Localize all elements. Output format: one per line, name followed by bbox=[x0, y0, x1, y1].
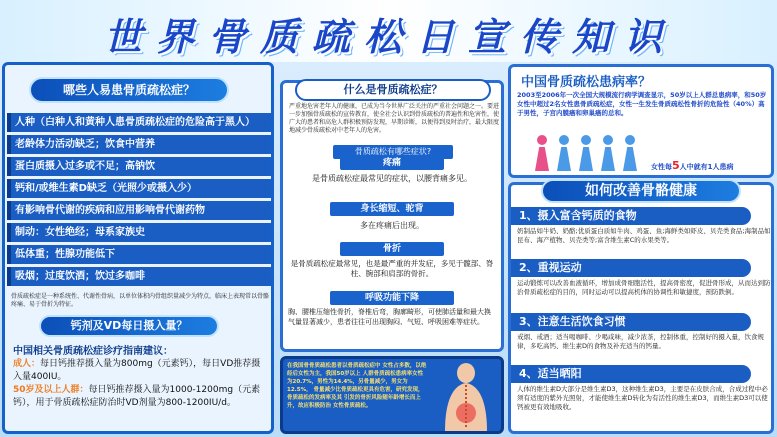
tip-desc: 奶制品如牛奶、奶酪;优质蛋白质如牛肉、鸡蛋、鱼;海鲜类如虾皮、贝壳类食品;海制品如昆布、海产植物、贝壳类等;富含维生素C的水果类等。 bbox=[517, 227, 771, 244]
prevalence-text: 2003至2006年一次全国大规模流行病学调查显示，50岁以上人群总患病率，和50岁女性中超过2名女性患骨质疏松症，女性一生发生骨质疏松性骨折的危险性（40%）高于男性，子宫内膜癌和卵巢癌的总和。 bbox=[517, 91, 767, 117]
left-header: 哪些人易患骨质疏松症？ bbox=[29, 77, 229, 103]
tip-title: 1、摄入富含钙质的食物 bbox=[511, 207, 751, 225]
risk-item: 老龄体力活动缺乏；饮食中营养 bbox=[7, 135, 271, 154]
female-figure-icon bbox=[535, 135, 549, 171]
female-figure-icon bbox=[601, 135, 615, 171]
elder-label: 50岁及以上人群： bbox=[13, 385, 89, 395]
adult-advice bbox=[13, 358, 269, 384]
risk-item: 低体重；性腺功能低下 bbox=[7, 245, 271, 264]
right-top-panel bbox=[508, 64, 774, 178]
right-header: 中国骨质疏松患病率？ bbox=[521, 75, 652, 90]
women-figures bbox=[535, 135, 645, 173]
women-stat-suffix: 人中就有1人患病 bbox=[679, 163, 734, 171]
risk-item: 有影响骨代谢的疾病和应用影响骨代谢药物 bbox=[7, 201, 271, 220]
tip-desc: 人体的维生素D大部分是维生素D3，这种维生素D3，主要是在皮肤合成，合成过程中必须有适度的紫外光照射，才能使维生素D转化为有活性的维生素D3，而维生素D3可以使钙被更有效地吸收。 bbox=[517, 385, 768, 411]
female-figure-icon bbox=[579, 135, 593, 171]
elder-text: 每日钙推荐摄入量为1000-1200mg（元素钙），用于骨质疏松症防治时VD剂量为800-1200IU/d。 bbox=[13, 385, 261, 408]
symptom-title: 呼吸功能下降 bbox=[330, 291, 454, 305]
symptom-desc: 多在疼痛后出现。 bbox=[360, 221, 424, 230]
women-stat-prefix: 女性每 bbox=[651, 163, 672, 171]
adult-label: 成人： bbox=[13, 359, 41, 369]
symptom-title: 骨折 bbox=[340, 242, 444, 256]
symptom-desc: 是骨质疏松症最常见，也是最严重的并发症，多见于髋部、脊柱、腕部和肩部的骨折。 bbox=[290, 259, 494, 278]
improve-header: 如何改善骨骼健康 bbox=[541, 179, 741, 203]
tip-title: 4、适当晒阳 bbox=[511, 365, 751, 383]
middle-intro: 严重地危害老年人的健康，已成为当今世界广泛关注的严重社会问题之一。要进一步加强骨质疏松的宣传教育，使全社会认识到骨质疏松的普遍性和危害性，使广大的患者和高危人群积极预防发现，早期诊断，以便得到及时治疗，最大限度地减少骨质疏松对中老年人的危害。 bbox=[289, 103, 500, 134]
risk-item: 钙和/或维生素D缺乏（光照少或摄入少） bbox=[7, 179, 271, 198]
women-stat-num: 5 bbox=[672, 159, 680, 172]
symptom-list bbox=[280, 80, 504, 352]
adult-text: 每日钙推荐摄入量为800mg（元素钙），每日VD推荐摄入量400IU。 bbox=[13, 359, 261, 382]
symptom-sub-header: 骨质疏松有哪些症状? bbox=[333, 145, 453, 159]
tip-title: 3、注意生活饮食习惯 bbox=[511, 313, 751, 331]
middle-bottom-panel bbox=[280, 356, 504, 434]
guide-block bbox=[13, 345, 269, 410]
symptom-title: 疼痛 bbox=[340, 156, 444, 170]
vd-header: 钙剂及VD每日摄入量？ bbox=[39, 315, 219, 337]
right-bottom-panel bbox=[508, 182, 774, 434]
risk-item: 制动：女性绝经；母系家族史 bbox=[7, 223, 271, 242]
left-panel bbox=[2, 62, 274, 434]
symptom-title: 身长缩短、驼背 bbox=[330, 202, 454, 216]
tip-title: 2、重视运动 bbox=[511, 259, 751, 277]
tip-desc: 戒烟、戒酒；适当喝咖啡、少喝咸味，减少浓茶，控制体重，控制好的摄入量，饮食规律，多吃高钙、维生素D的食物及补充适当的钙量。 bbox=[517, 333, 764, 350]
female-figure-icon bbox=[557, 135, 571, 171]
tip-desc: 运动锻炼可以改善血液循环，增加成骨细胞活性，提高骨密度，促进骨形成，从而达到防治骨质疏松症的目的，同时运动可以提高机体的协调性和敏捷度，预防跌倒。 bbox=[517, 279, 771, 296]
middle-bottom-text: 在我国骨骨质疏松患者以骨质疏松症中 女性占多数，以绝经后女性为主，我国50岁以上 人群骨质疏松患病率女性为20.7%，男性为14.4%，另骨量减少，男女为12.5%， 骨量减少比骨质疏松更具有危害，研究发现，骨质疏松的发病率及其 引发的骨折风险随年龄增长而上升，故应积极防治 女性骨质疏松。 bbox=[287, 363, 427, 409]
middle-header: 什么是骨质疏松症？ bbox=[295, 79, 491, 101]
risk-item: 人种（白种人和黄种人患骨质疏松症的危险高于黑人） bbox=[7, 113, 271, 132]
risk-item: 蛋白质摄入过多或不足；高钠饮 bbox=[7, 157, 271, 176]
guide-title: 中国相关骨质疏松症诊疗指南建议： bbox=[13, 346, 173, 357]
left-note: 骨质疏松症是一种系统性、代谢性骨病，以单位体积内骨组织量减少为特点，临床上表现常以骨骼疼痛、易于骨折为特征。 bbox=[11, 293, 270, 308]
elder-advice bbox=[13, 384, 269, 410]
risk-item: 吸烟；过度饮酒；饮过多咖啡 bbox=[7, 267, 271, 286]
symptom-desc: 胸、腰椎压缩性骨折，脊椎后弯，胸廓畸形，可使肺活量和最大换气量显著减少，患者往往可出现胸闷、气短、呼吸困难等症状。 bbox=[288, 308, 491, 326]
female-figure-icon bbox=[623, 135, 637, 171]
spine-figure-icon bbox=[431, 361, 501, 431]
women-stat bbox=[651, 159, 734, 172]
page-title: 世界骨质疏松日宣传知识 bbox=[103, 15, 676, 59]
symptom-desc: 是骨质疏松症最常见的症状，以腰背痛多见。 bbox=[312, 174, 472, 183]
